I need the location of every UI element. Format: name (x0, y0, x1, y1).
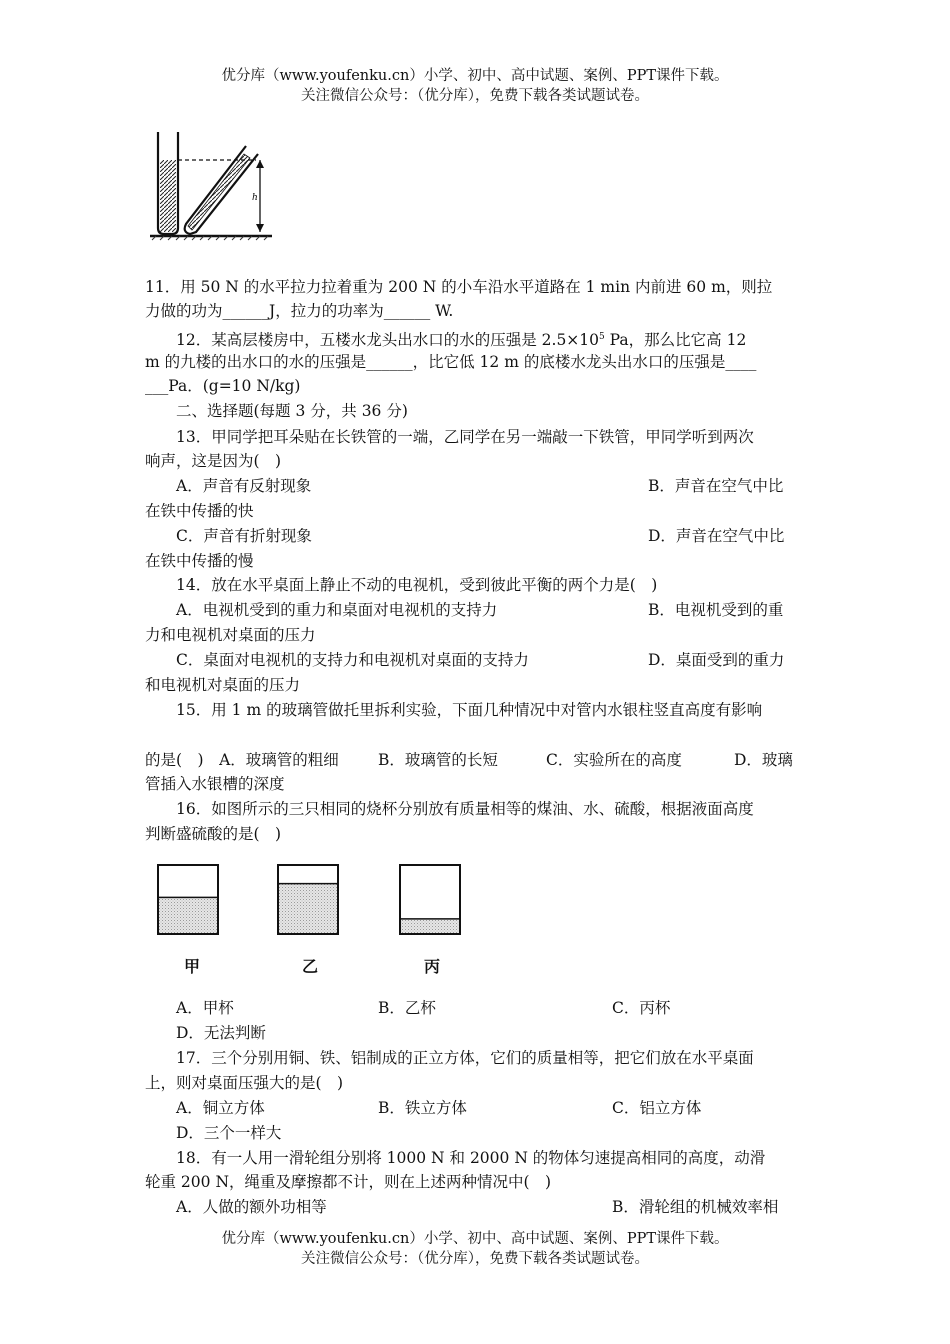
section-2-title: 二、选择题(每题 3 分，共 36 分) (176, 402, 408, 420)
header-line-2: 关注微信公众号：（优分库），免费下载各类试题试卷。 (301, 88, 649, 104)
q15-line-1: 15．用 1 m 的玻璃管做托里拆利实验，下面几种情况中对管内水银柱竖直高度有影响 (176, 701, 763, 719)
beaker-figure (150, 860, 480, 940)
q11-line-2: 力做的功为______J，拉力的功率为______ W. (145, 302, 454, 320)
q17-line-2: 上，则对桌面压强大的是( ) (145, 1074, 344, 1092)
q13-line-1: 13．甲同学把耳朵贴在长铁管的一端，乙同学在另一端敲一下铁管，甲同学听到两次 (176, 428, 754, 446)
beaker-jia-liquid (158, 897, 218, 934)
q14-option-d: D．桌面受到的重力 (648, 651, 785, 669)
q13-line-2: 响声，这是因为( ) (145, 452, 282, 470)
q14-option-b-cont: 力和电视机对桌面的压力 (145, 626, 316, 644)
q18-option-a: A．人做的额外功相等 (176, 1198, 327, 1216)
q15-option-d-cont: 管插入水银槽的深度 (145, 775, 285, 793)
q14-option-d-cont: 和电视机对桌面的压力 (145, 676, 301, 694)
q13-option-a: A．声音有反射现象 (176, 477, 312, 495)
q12-line-1 (176, 326, 810, 351)
q17-option-d: D．三个一样大 (176, 1124, 282, 1142)
beaker-yi-liquid (278, 884, 338, 934)
q14-option-a: A．电视机受到的重力和桌面对电视机的支持力 (176, 601, 498, 619)
q13-option-b-cont: 在铁中传播的快 (145, 502, 254, 520)
height-label: h (252, 193, 258, 203)
q12-exponent: 5 (599, 332, 605, 342)
q16-option-c: C．丙杯 (612, 999, 671, 1017)
q15-option-a: 的是( ) A．玻璃管的粗细 (145, 751, 339, 769)
beaker-jia (158, 865, 218, 934)
q12-line-1a: 12．某高层楼房中，五楼水龙头出水口的水的压强是 2.5×10 (176, 331, 600, 350)
beaker-bing-liquid (400, 919, 460, 934)
q16-option-a: A．甲杯 (176, 999, 234, 1017)
q17-option-c: C．铝立方体 (612, 1099, 702, 1117)
q14-line-1: 14．放在水平桌面上静止不动的电视机，受到彼此平衡的两个力是( ) (176, 576, 658, 594)
q15-option-c: C．实验所在的高度 (546, 751, 682, 769)
q18-option-b: B．滑轮组的机械效率相 (612, 1198, 779, 1216)
footer-line-2: 关注微信公众号：（优分库），免费下载各类试题试卷。 (301, 1251, 649, 1267)
q18-line-2: 轮重 200 N，绳重及摩擦都不计，则在上述两种情况中( ) (145, 1173, 552, 1191)
beaker-label-bing: 丙 (424, 957, 441, 976)
height-arrow (252, 160, 264, 232)
q16-option-b: B．乙杯 (378, 999, 436, 1017)
q16-line-2: 判断盛硫酸的是( ) (145, 825, 282, 843)
q14-option-c: C．桌面对电视机的支持力和电视机对桌面的支持力 (176, 651, 529, 669)
q17-option-b: B．铁立方体 (378, 1099, 467, 1117)
vertical-tube (158, 132, 178, 234)
q16-line-1: 16．如图所示的三只相同的烧杯分别放有质量相等的煤油、水、硫酸，根据液面高度 (176, 800, 754, 818)
q13-option-d-cont: 在铁中传播的慢 (145, 552, 254, 570)
header-line-1: 优分库（www.youfenku.cn）小学、初中、高中试题、案例、PPT课件下载。 (221, 68, 729, 84)
q13-option-c: C．声音有折射现象 (176, 527, 312, 545)
q13-option-d: D．声音在空气中比 (648, 527, 785, 545)
q13-option-b: B．声音在空气中比 (648, 477, 784, 495)
q15-option-d: D．玻璃 (734, 751, 793, 769)
q18-line-1: 18．有一人用一滑轮组分别将 1000 N 和 2000 N 的物体匀速提高相同的高度，动滑 (176, 1149, 766, 1167)
q15-option-b: B．玻璃管的长短 (378, 751, 498, 769)
q14-option-b: B．电视机受到的重 (648, 601, 784, 619)
beaker-bing (400, 865, 460, 934)
q11-line-1: 11．用 50 N 的水平拉力拉着重为 200 N 的小车沿水平道路在 1 min 内前进 60 m，则拉 (145, 278, 773, 296)
q17-option-a: A．铜立方体 (176, 1099, 265, 1117)
ground-line (150, 236, 272, 240)
q12-line-1b: Pa，那么比它高 12 (604, 331, 747, 350)
tilted-tube (185, 146, 258, 234)
q16-option-d: D．无法判断 (176, 1024, 266, 1042)
q12-line-3: ___Pa．(g=10 N/kg) (145, 377, 301, 395)
q12-line-2: m 的九楼的出水口的水的压强是______，比它低 12 m 的底楼水龙头出水口的压强是____ (145, 353, 757, 371)
beaker-label-jia: 甲 (184, 957, 201, 976)
beaker-yi (278, 865, 338, 934)
beaker-label-yi: 乙 (302, 957, 319, 976)
footer-line-1: 优分库（www.youfenku.cn）小学、初中、高中试题、案例、PPT课件下载。 (221, 1231, 729, 1247)
q17-line-1: 17．三个分别用铜、铁、铝制成的正立方体，它们的质量相等，把它们放在水平桌面 (176, 1049, 754, 1067)
tube-figure (148, 128, 278, 243)
